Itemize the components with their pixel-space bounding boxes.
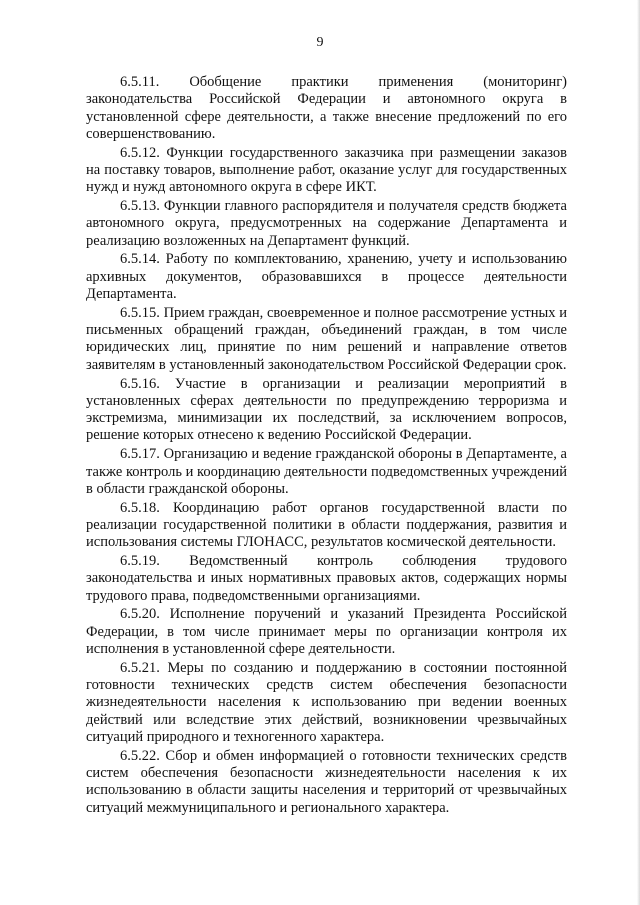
paragraph-6-5-13: 6.5.13. Функции главного распорядителя и получателя средств бюджета автономного округа, предусмотренных на содержание Департамента и реализацию возложенных на Департамент функций.: [86, 198, 567, 249]
paragraph-6-5-12: 6.5.12. Функции государственного заказчика при размещении заказов на поставку товаров, выполнение работ, оказание услуг для государственных нужд и нужд автономного округа в сфере ИКТ.: [86, 144, 567, 196]
paragraph-6-5-21: 6.5.21. Меры по созданию и поддержанию в состоянии постоянной готовности технических средств систем обеспечения безопасности жизнедеятельности населения к использованию при ведении военных действий или вследствие этих действий, возникновении чрезвычайных ситуаций природного и техногенного характера.: [86, 659, 567, 745]
paragraph-6-5-19: 6.5.19. Ведомственный контроль соблюдения трудового законодательства и иных нормативных правовых актов, содержащих нормы трудового права, подведомственными организациями.: [86, 553, 567, 604]
document-body: [86, 74, 567, 818]
paragraph-6-5-17: 6.5.17. Организацию и ведение гражданской обороны в Департаменте, а также контроль и координацию деятельности подведомственных учреждений в области гражданской обороны.: [86, 446, 567, 497]
paragraph-6-5-18: 6.5.18. Координацию работ органов государственной власти по реализации государственной политики в области поддержания, развития и использования системы ГЛОНАСС, результатов космической деятельности.: [86, 499, 567, 551]
paragraph-6-5-11: 6.5.11. Обобщение практики применения (мониторинг) законодательства Российской Федерации и автономного округа в установленной сфере деятельности, а также внесение предложений по его совершенствованию.: [86, 74, 567, 142]
paragraph-6-5-16: 6.5.16. Участие в организации и реализации мероприятий в установленных сферах деятельности по предупреждению терроризма и экстремизма, минимизации их последствий, за исключением вопросов, решение которых отнесено к ведению Российской Федерации.: [86, 375, 567, 444]
paragraph-6-5-15: 6.5.15. Прием граждан, своевременное и полное рассмотрение устных и письменных обращений граждан, объединений граждан, в том числе юридических лиц, принятие по ним решений и направление ответов заявителям в установленный законодательством Российской Федерации срок.: [86, 304, 567, 373]
paragraph-6-5-20: 6.5.20. Исполнение поручений и указаний Президента Российской Федерации, в том числе принимает меры по организации контроля их исполнения в установленной сфере деятельности.: [86, 606, 567, 657]
paragraph-6-5-22: 6.5.22. Сбор и обмен информацией о готовности технических средств систем обеспечения безопасности жизнедеятельности населения к их использованию в области защиты населения и территорий от чрезвычайных ситуаций межмуниципального и регионального характера.: [86, 747, 567, 816]
page-number: 9: [316, 35, 324, 50]
paragraph-6-5-14: 6.5.14. Работу по комплектованию, хранению, учету и использованию архивных документов, образовавшихся в процессе деятельности Департамента.: [86, 251, 567, 303]
